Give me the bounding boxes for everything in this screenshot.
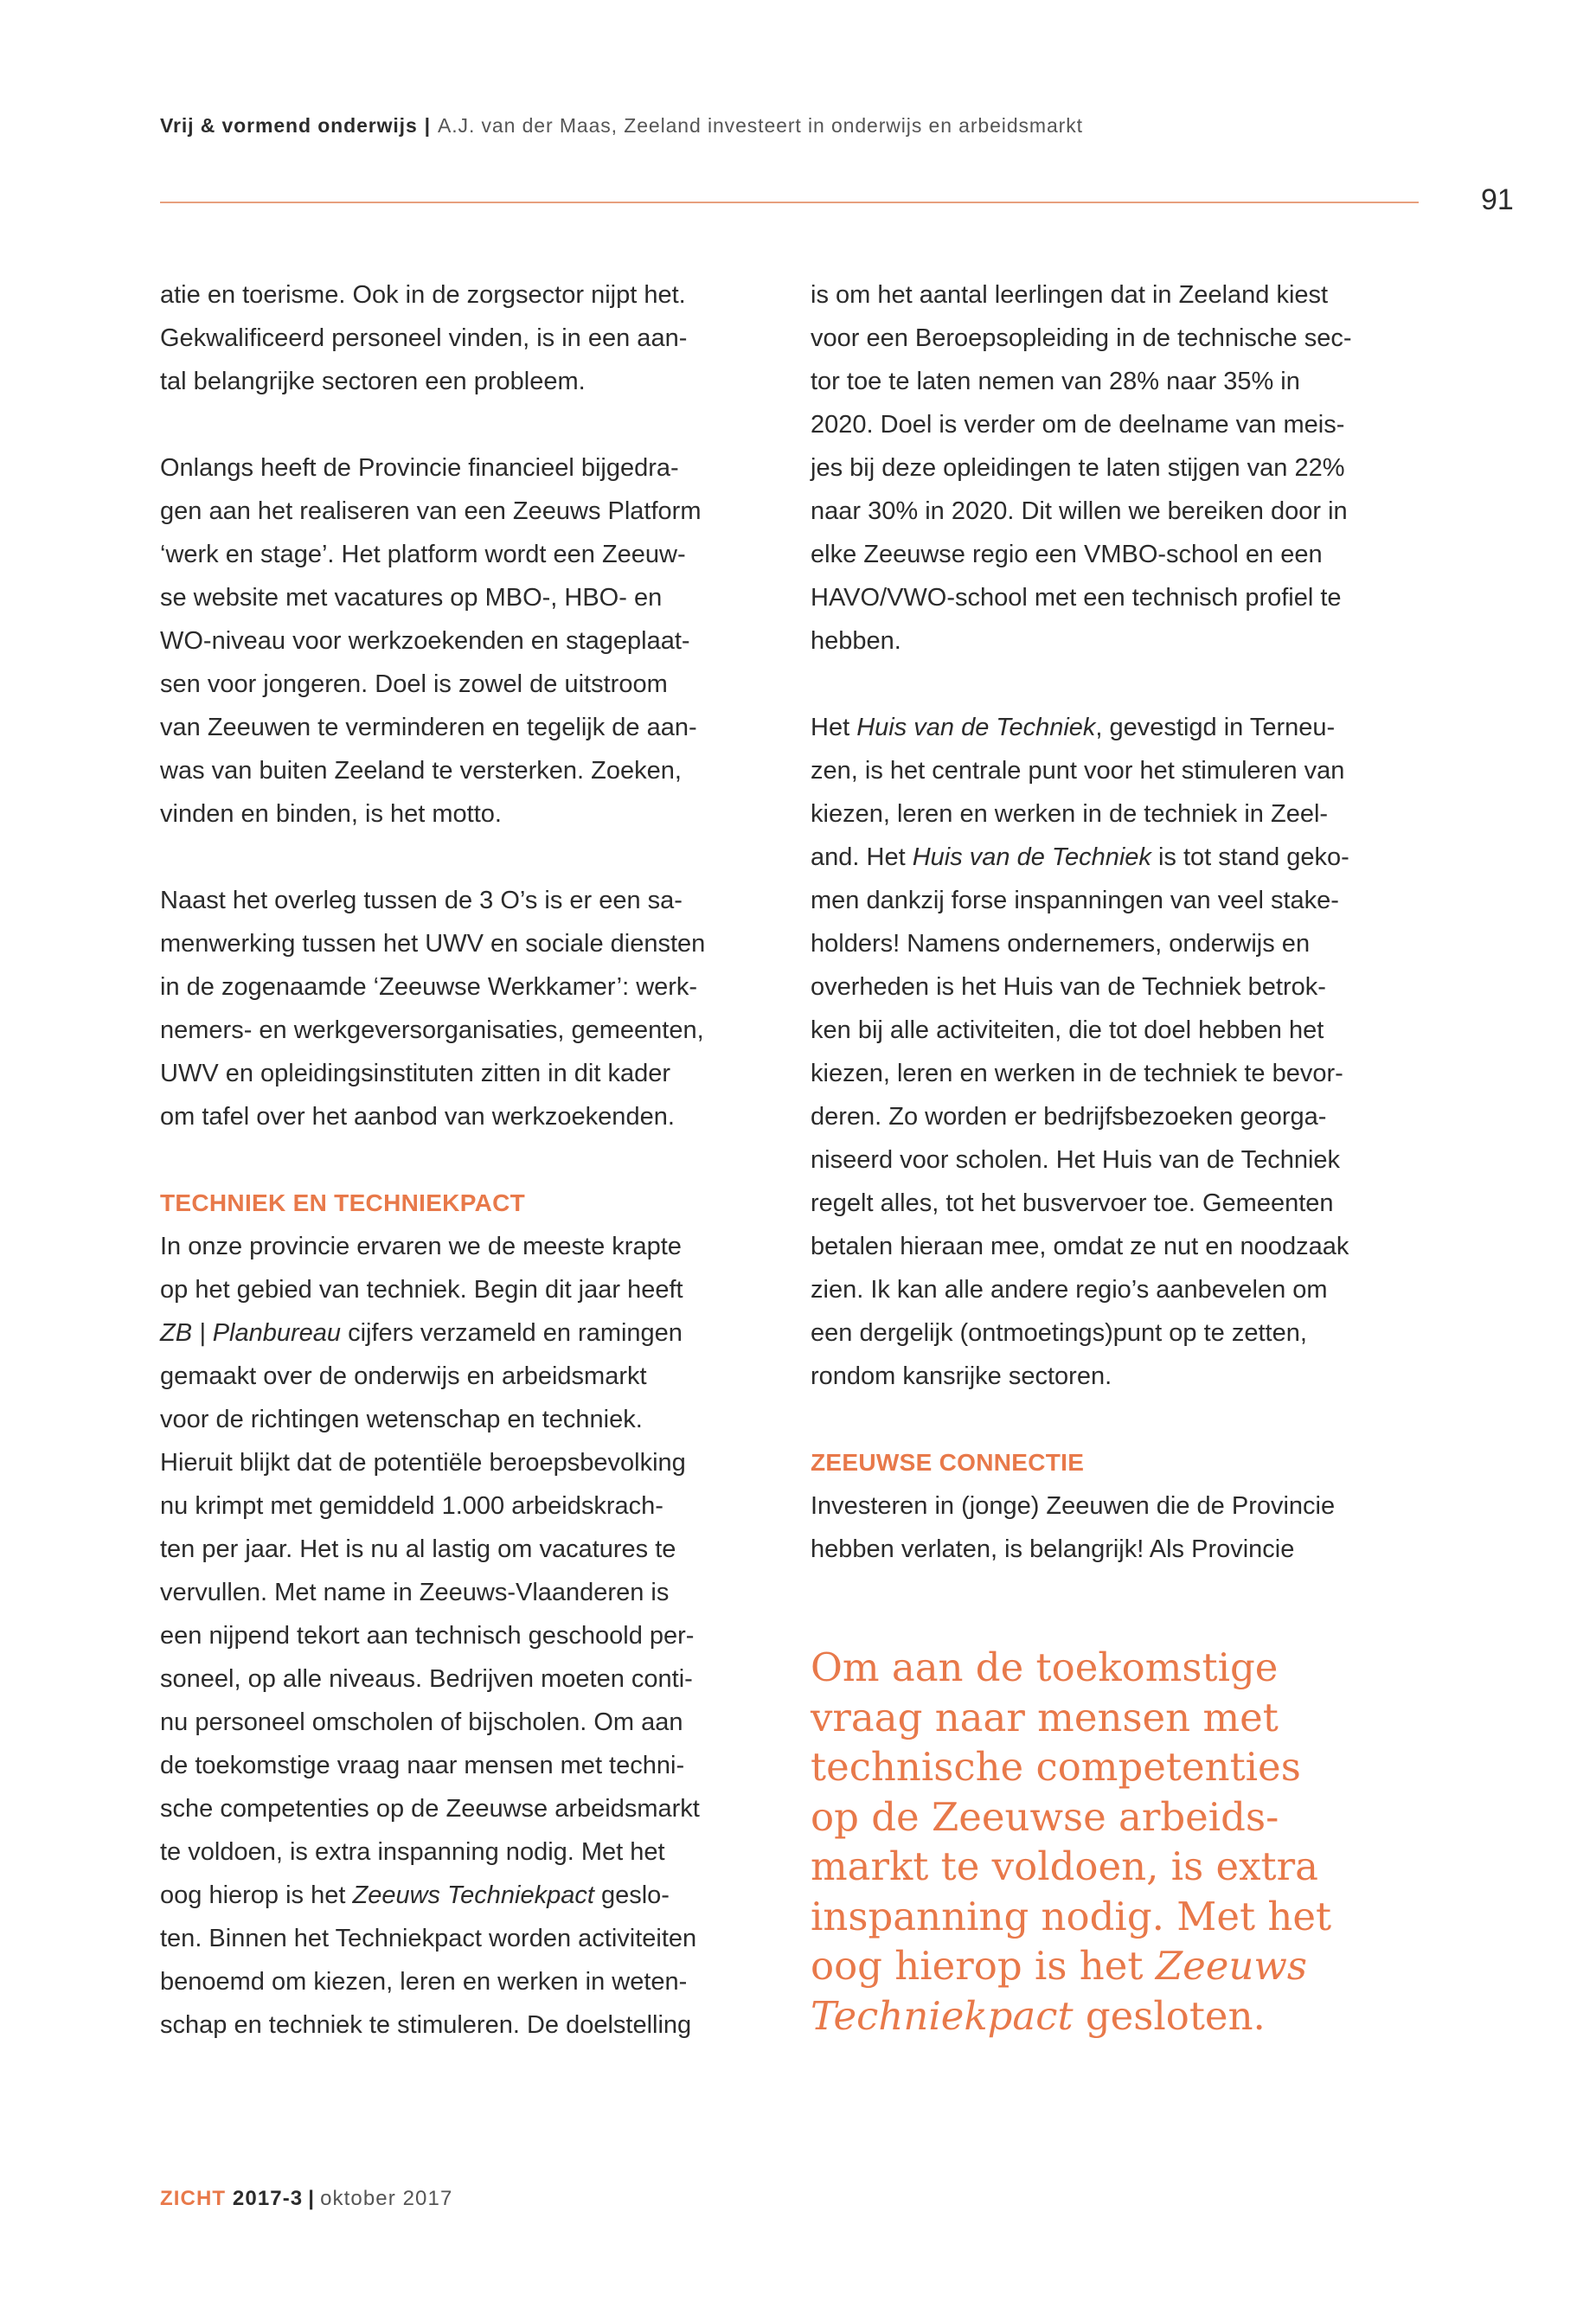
footer-separator: | bbox=[308, 2187, 316, 2210]
paragraph-sectors: atie en toerisme. Ook in de zorgsector nijpt het. Gekwalificeerd personeel vinden, is in een aan- tal belangrijke sectoren een probleem. bbox=[160, 281, 688, 395]
page-number: 91 bbox=[1481, 183, 1514, 216]
paragraph-werkkamer: Naast het overleg tussen de 3 O’s is er een sa- menwerking tussen het UWV en sociale diensten in de zogenaamde ‘Zeeuwse Werkkamer’: werk- nemers- en werkgeversorganisaties, gemeenten, UWV en opleidingsinstituten zitten in dit kader om tafel over het aanbod van werkzoekenden. bbox=[160, 887, 706, 1131]
pull-quote: Om aan de toekomstige vraag naar mensen met technische competenties op de Zeeuwse arbeids- markt te voldoen, is extra inspanning nodig. Met het oog hierop is het Zeeuws Techniekpact gesloten. bbox=[811, 1644, 1332, 2039]
right-column bbox=[811, 273, 1416, 1571]
footer-date: oktober 2017 bbox=[320, 2187, 453, 2210]
header-rule bbox=[160, 202, 1419, 203]
left-column bbox=[160, 273, 766, 2047]
paragraph-techniek: In onze provincie ervaren we de meeste krapte op het gebied van techniek. Begin dit jaar heeft ZB | Planbureau cijfers verzameld en ramingen gemaakt over de onderwijs en arbeidsmarkt voor de richtingen wetenschap en techniek. Hieruit blijkt dat de potentiële beroepsbevolking nu krimpt met gemiddeld 1.000 arbeidskrach- ten per jaar. Het is nu al lastig om vacatures te vervullen. Met name in Zeeuws-Vlaanderen is een nijpend tekort aan technisch geschoold per- soneel, op alle niveaus. Bedrijven moeten conti- nu personeel omscholen of bijscholen. Om aan de toekomstige vraag naar mensen met techni- sche competenties op de Zeeuwse arbeidsmarkt te voldoen, is extra inspanning nodig. Met het oog hierop is het Zeeuws Techniekpact geslo- ten. Binnen het Techniekpact worden activiteiten benoemd om kiezen, leren en werken in weten- schap en techniek te stimuleren. De doelstelling bbox=[160, 1233, 700, 2039]
heading-techniek: TECHNIEK EN TECHNIEKPACT bbox=[160, 1189, 526, 1216]
footer-issue: 2017-3 bbox=[226, 2187, 304, 2210]
heading-zeeuwse-connectie: ZEEUWSE CONNECTIE bbox=[811, 1449, 1085, 1476]
footer-brand: ZICHT bbox=[160, 2187, 227, 2210]
paragraph-huis-van-de-techniek: Het Huis van de Techniek, gevestigd in Terneu- zen, is het centrale punt voor het stimuleren van kiezen, leren en werken in de techniek in Zeel- and. Het Huis van de Techniek is tot stand geko- men dankzij forse inspanningen van veel stake- holders! Namens ondernemers, onderwijs en overheden is het Huis van de Techniek betrok- ken bij alle activiteiten, die tot doel hebben het kiezen, leren en werken in de techniek te bevor- deren. Zo worden er bedrijfsbezoeken georga- niseerd voor scholen. Het Huis van de Techniek regelt alles, tot het busvervoer toe. Gemeenten betalen hieraan mee, omdat ze nut en noodzaak zien. Ik kan alle andere regio’s aanbevelen om een dergelijk (ontmoetings)punt op te zetten, rondom kansrijke sectoren. bbox=[811, 714, 1349, 1390]
paragraph-zeeuwse-connectie: Investeren in (jonge) Zeeuwen die de Provincie hebben verlaten, is belangrijk! Als Provincie bbox=[811, 1492, 1336, 1563]
header-article-title: A.J. van der Maas, Zeeland investeert in onderwijs en arbeidsmarkt bbox=[438, 114, 1083, 137]
paragraph-platform: Onlangs heeft de Provincie financieel bijgedra- gen aan het realiseren van een Zeeuws Platform ‘werk en stage’. Het platform wordt een Zeeuw- se website met vacatures op MBO-, HBO- en WO-niveau voor werkzoekenden en stageplaat- sen voor jongeren. Doel is zowel de uitstroom van Zeeuwen te verminderen en tegelijk de aan- was van buiten Zeeland te versterken. Zoeken, vinden en binden, is het motto. bbox=[160, 454, 702, 828]
header-section: Vrij & vormend onderwijs bbox=[160, 114, 418, 137]
paragraph-doelstelling: is om het aantal leerlingen dat in Zeeland kiest voor een Beroepsopleiding in de technische sec- tor toe te laten nemen van 28% naar 35% in 2020. Doel is verder om de deelname van meis- jes bij deze opleidingen te laten stijgen van 22% naar 30% in 2020. Dit willen we bereiken door in elke Zeeuwse regio een VMBO-school en een HAVO/VWO-school met een technisch profiel te hebben. bbox=[811, 281, 1352, 655]
footer bbox=[160, 2187, 452, 2211]
running-header bbox=[160, 114, 1083, 138]
header-separator: | bbox=[424, 114, 432, 137]
